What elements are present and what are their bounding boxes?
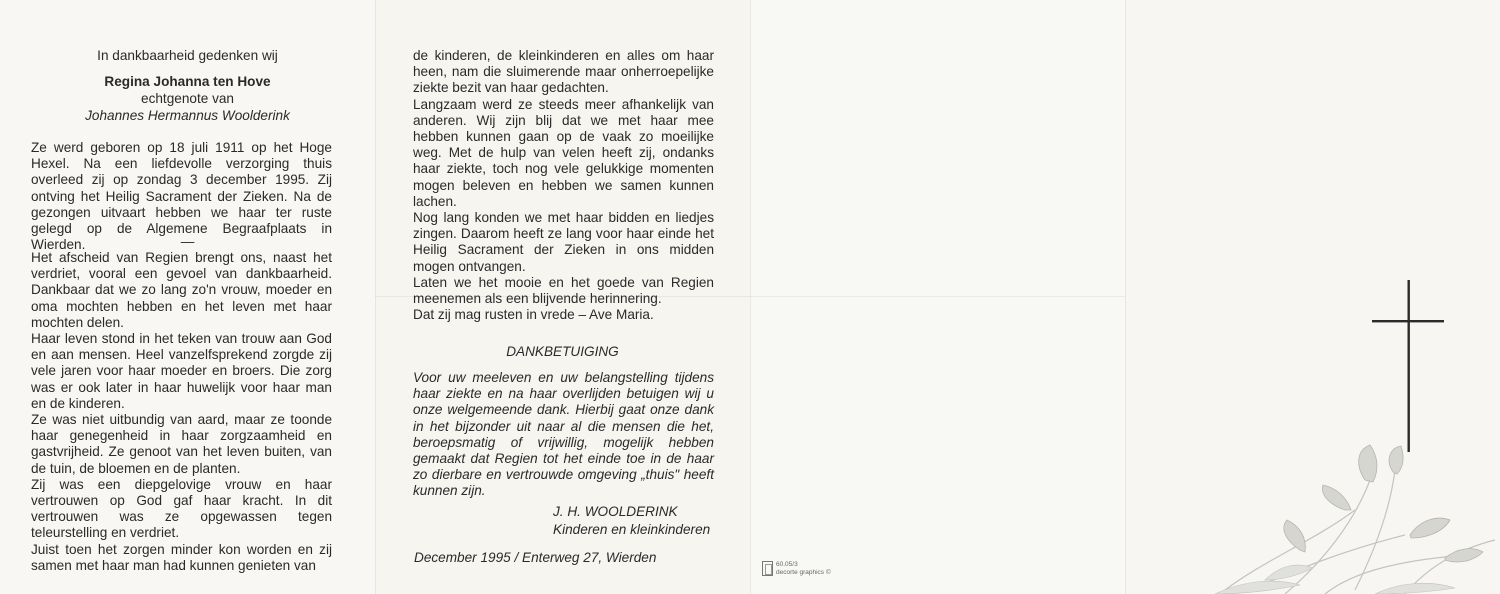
printer-logo-icon <box>762 561 773 576</box>
dateline: December 1995 / Enterweg 27, Wierden <box>414 550 657 565</box>
thanks-title: DANKBETUIGING <box>506 344 619 359</box>
fold-line <box>375 0 376 594</box>
spouse-name: Johannes Hermannus Woolderink <box>85 108 290 123</box>
cross-icon <box>1370 278 1450 458</box>
intro-line: In dankbaarheid gedenken wij <box>97 48 278 63</box>
spouse-label: echtgenote van <box>141 91 234 106</box>
signature-name: J. H. WOOLDERINK <box>553 504 678 519</box>
signature-subtitle: Kinderen en kleinkinderen <box>553 522 711 537</box>
printer-mark-text <box>776 561 831 576</box>
birth-paragraph: Ze werd geboren op 18 juli 1911 op het Hoge Hexel. Na een liefdevolle verzorging thuis overleed zij op zondag 3 december 1995. Zij ontving het Heilig Sacrament der Zieken. Na de gezongen uitvaart hebben we haar ter ruste gelegd op de Algemene Begraafplaats in Wierden. <box>31 140 332 253</box>
printer-brand: decorte graphics © <box>776 568 831 576</box>
panel-middle-right <box>750 0 1125 594</box>
fold-line <box>1125 0 1126 594</box>
farewell-paragraph: Het afscheid van Regien brengt ons, naast het verdriet, vooral een gevoel van dankbaarheid. Dankbaar dat we zo lang zo'n vrouw, moeder en oma mochten hebben en het leven met haar mochten delen. Haar leven stond in het teken van trouw aan God en aan mensen. Heel vanzelfsprekend zorgde zij vele jaren voor haar moeder en broers. Die zorg was er ook later in haar huwelijk voor haar man en de kinderen. Ze was niet uitbundig van aard, maar ze toonde haar genegenheid in haar zorgzaamheid en gastvrijheid. Ze genoot van het leven buiten, van de tuin, de bloemen en de planten. Zij was een diepgelovige vrouw en haar vertrouwen op God gaf haar kracht. In dit vertrouwen was ze opgewassen tegen teleurstelling en verdriet. Juist toen het zorgen minder kon worden en zij samen met haar man had kunnen genieten van <box>31 250 332 573</box>
fold-line <box>750 0 751 594</box>
lily-flowers-icon <box>1205 440 1500 594</box>
printer-mark <box>762 561 831 576</box>
deceased-name: Regina Johanna ten Hove <box>104 74 271 89</box>
separator-dash: — <box>180 234 195 249</box>
printer-code: 60.05/3 <box>776 561 798 568</box>
continuation-paragraph: de kinderen, de kleinkinderen en alles om haar heen, nam die sluimerende maar onherroepelijke ziekte bezit van haar gedachten. Langzaam werd ze steeds meer afhankelijk van anderen. Wij zijn blij dat we met haar mee hebben kunnen gaan op de vaak zo moeilijke weg. Met de hulp van velen heeft zij, ondanks haar ziekte, toch nog vele gelukkige momenten mogen beleven en hebben we samen kunnen lachen. Nog lang konden we met haar bidden en liedjes zingen. Daarom heeft ze lang voor haar einde het Heilig Sacrament der Zieken in ons midden mogen ontvangen. Laten we het mooie en het goede van Regien meenemen als een blijvende herinnering. Dat zij mag rusten in vrede – Ave Maria. <box>413 48 714 323</box>
thanks-paragraph: Voor uw meeleven en uw belangstelling tijdens haar ziekte en na haar overlijden betuigen wij u onze welgemeende dank. Hierbij gaat onze dank in het bijzonder uit naar al die mensen die het, beroepsmatig of vrijwillig, mogelijk hebben gemaakt dat Regien tot het einde toe in de haar zo dierbare en vertrouwde omgeving „thuis" heeft kunnen zijn. <box>413 370 714 499</box>
